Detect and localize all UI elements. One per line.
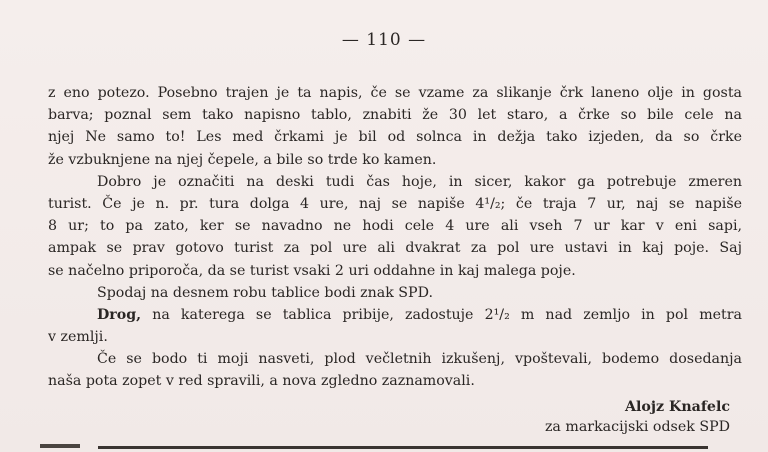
- text-line: [48, 304, 742, 326]
- text-line: naša pota zopet v red spravili, a nova zgledno zaznamovali.: [48, 373, 475, 390]
- text-line: v zemlji.: [48, 329, 108, 346]
- author-name: Alojz Knafelc: [625, 399, 730, 415]
- page-edge-mark: [40, 444, 80, 448]
- text-line: ampak se prav gotovo turist za pol ure ali dvakrat za pol ure ustavi in kaj poje. Saj: [48, 240, 742, 257]
- text-line: z eno potezo. Posebno trajen je ta napis, če se vzame za slikanje črk laneno olje in gosta: [48, 85, 742, 101]
- text-line: se načelno priporoča, da se turist vsaki 2 uri oddahne in kaj malega poje.: [48, 262, 576, 279]
- text-line: Spodaj na desnem robu tablice bodi znak SPD.: [97, 284, 433, 301]
- article-body: [48, 82, 742, 393]
- text-line: Če se bodo ti moji nasveti, plod večletnih izkušenj, vpoštevali, bodemo dosedanja: [97, 351, 742, 368]
- text-segment: na katerega se tablica pribije, zadostuje 2¹/₂ m nad zemljo in pol metra: [141, 306, 742, 323]
- page-number: — 110 —: [341, 30, 427, 50]
- signature-block: [545, 397, 730, 437]
- text-line: njej Ne samo to! Les med črkami je bil od solnca in dežja tako izjeden, da so črke: [48, 129, 742, 146]
- text-line: že vzbuknjene na njej čepele, a bile so trde ko kamen.: [48, 151, 437, 168]
- text-line: 8 ur; to pa zato, ker se navadno ne hodi cele 4 ure ali vseh 7 ur kar v eni sapi,: [48, 218, 742, 235]
- text-line: turist. Če je n. pr. tura dolga 4 ure, naj se napiše 4¹/₂; če traja 7 ur, naj se napiše: [48, 195, 742, 212]
- author-role: za markacijski odsek SPD: [544, 419, 730, 435]
- text-line: barva; poznal sem tako napisno tablo, znabiti že 30 let staro, a črke so bile cele na: [48, 107, 742, 124]
- term-drog: Drog,: [97, 306, 142, 323]
- bottom-rule: [98, 446, 708, 449]
- text-line: Dobro je označiti na deski tudi čas hoje, in sicer, kakor ga potrebuje zmeren: [97, 173, 742, 190]
